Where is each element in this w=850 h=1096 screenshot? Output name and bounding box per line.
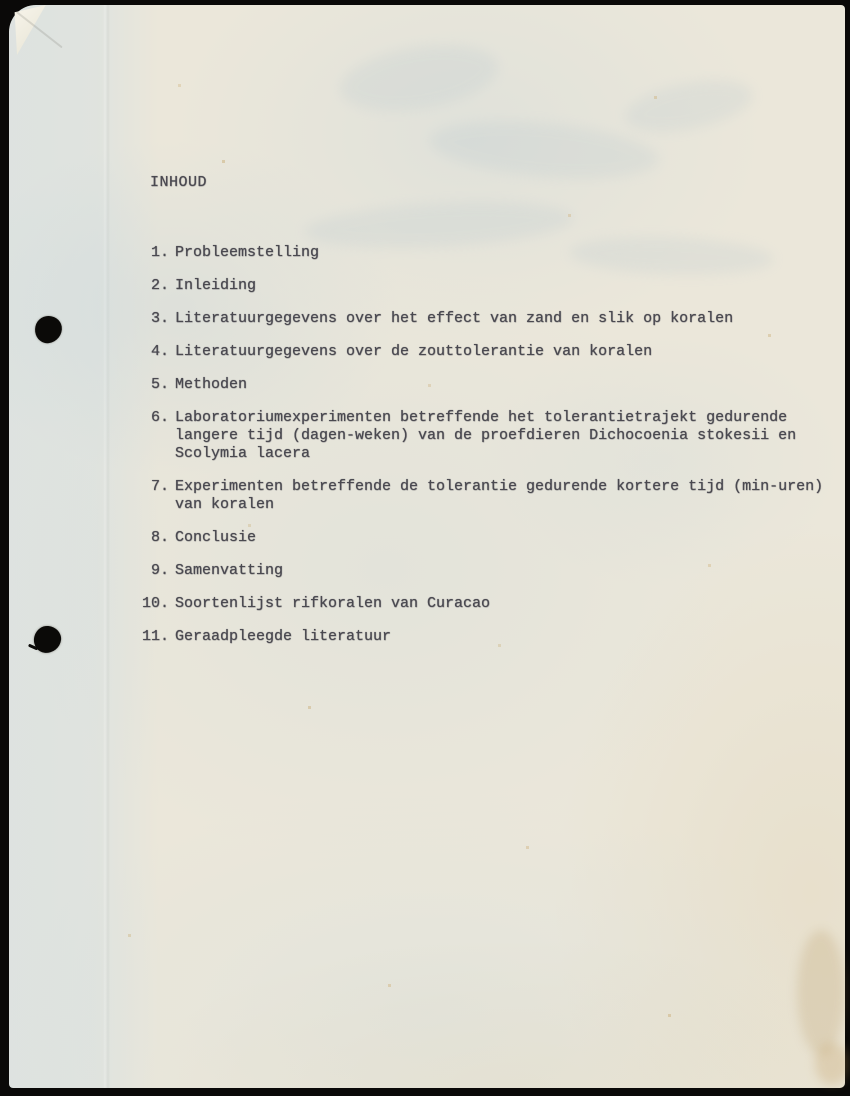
toc-item-text: Inleiding [175,277,257,294]
toc-item [133,478,837,514]
toc-item-number: 9. [150,562,169,579]
toc-item-text: Experimenten betreffende de tolerantie gedurende kortere tijd (min-uren) van koralen [175,478,824,513]
toc-item [133,628,837,646]
punch-hole-bottom [33,625,63,655]
toc-item [133,244,837,262]
ink-showthrough [621,71,757,141]
stain [797,930,845,1055]
document-page [9,5,845,1088]
ink-showthrough [427,113,661,187]
toc-item-number: 8. [150,529,169,546]
punch-hole-top [33,314,63,344]
toc-item-text: Literatuurgegevens over het effect van zand en slik op koralen [175,310,734,327]
toc-item [133,409,837,463]
toc-item-text: Laboratoriumexperimenten betreffende het tolerantietrajekt gedurende langere tijd (dagen-weken) van de proefdieren Dichocoenia stokesii en Scolymia lacera [175,409,797,462]
toc-item-text: Methoden [175,376,248,393]
toc-item [133,343,837,361]
toc-item-number: 3. [150,310,169,327]
toc-item [133,562,837,580]
toc-item-number: 6. [150,409,169,426]
toc-item [133,376,837,394]
toc-item [133,529,837,547]
toc-item-number: 7. [150,478,169,495]
toc-item [133,595,837,613]
toc-item [133,277,837,295]
toc-item-text: Conclusie [175,529,257,546]
toc-item-text: Literatuurgegevens over de zouttolerantie van koralen [175,343,653,360]
stain [815,1043,849,1085]
toc-item-number: 11. [141,628,169,645]
ink-showthrough [335,35,503,121]
toc-item-number: 2. [150,277,169,294]
toc-item-number: 1. [150,244,169,261]
toc-list [133,244,837,661]
toc-item-text: Geraadpleegde literatuur [175,628,392,645]
toc-item-number: 4. [150,343,169,360]
toc-item-text: Samenvatting [175,562,284,579]
toc-item-text: Soortenlijst rifkoralen van Curacao [175,595,491,612]
toc-title: INHOUD [150,174,208,191]
toc-item [133,310,837,328]
toc-item-text: Probleemstelling [175,244,320,261]
toc-item-number: 10. [141,595,169,612]
paper-speckles [9,5,10,6]
toc-item-number: 5. [150,376,169,393]
